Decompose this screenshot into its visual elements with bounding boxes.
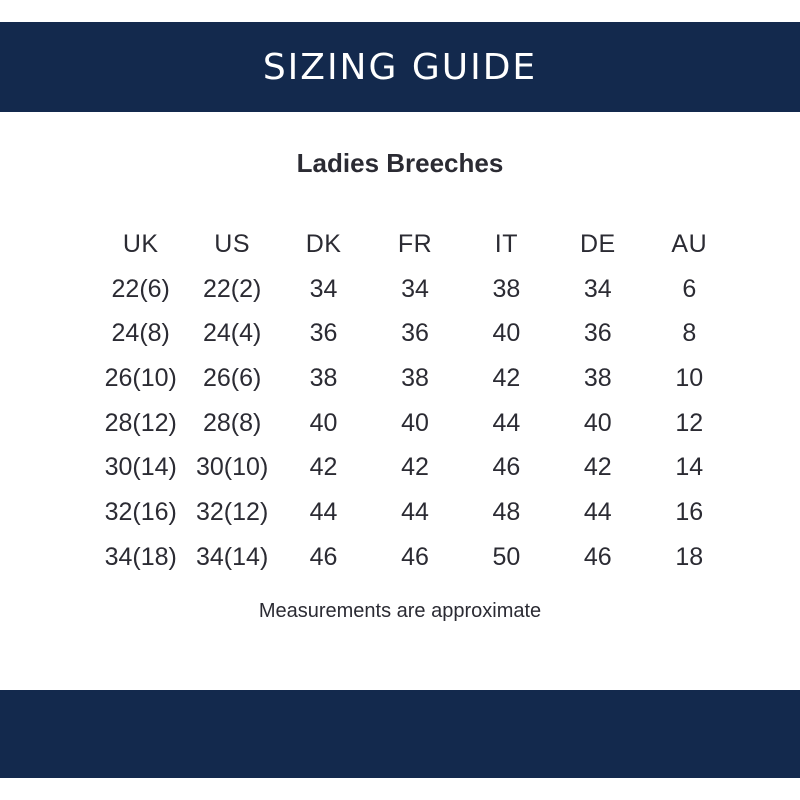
cell-uk: 22(6) (111, 274, 170, 303)
column-header-it: IT (494, 229, 518, 258)
cell-fr: 46 (401, 542, 429, 571)
cell-us: 24(4) (202, 319, 262, 348)
header-band (0, 22, 800, 112)
size-table (95, 222, 735, 580)
column-header-de: DE (579, 229, 616, 258)
cell-it: 38 (492, 274, 521, 303)
column-header-uk: UK (122, 229, 159, 258)
table-row (95, 267, 735, 312)
cell-uk: 26(10) (104, 363, 177, 392)
cell-it: 44 (492, 408, 521, 437)
cell-it: 40 (492, 319, 521, 348)
approximation-note: Measurements are approximate (258, 600, 542, 622)
cell-de: 38 (583, 363, 612, 392)
cell-au: 14 (675, 453, 704, 482)
cell-uk: 28(12) (104, 408, 177, 437)
cell-au: 12 (675, 408, 704, 437)
cell-au: 10 (675, 363, 704, 392)
cell-de: 46 (583, 542, 612, 571)
cell-au: 18 (675, 542, 704, 571)
cell-us: 30(10) (196, 453, 269, 482)
cell-dk: 40 (309, 408, 338, 437)
cell-de: 36 (583, 319, 612, 348)
footer-band (0, 690, 800, 778)
column-header-us: US (214, 229, 250, 258)
cell-au: 16 (675, 497, 704, 526)
cell-fr: 38 (401, 363, 429, 392)
cell-uk: 32(16) (104, 497, 177, 526)
table-row (95, 535, 735, 580)
table-subtitle: Ladies Breeches (296, 148, 504, 178)
page-title: SIZING GUIDE (262, 46, 538, 88)
cell-it: 50 (492, 542, 521, 571)
column-header-fr: FR (397, 229, 433, 258)
cell-dk: 46 (309, 542, 338, 571)
cell-dk: 38 (309, 363, 338, 392)
cell-fr: 34 (401, 274, 429, 303)
cell-us: 22(2) (202, 274, 262, 303)
cell-it: 48 (492, 497, 521, 526)
cell-de: 40 (583, 408, 612, 437)
cell-us: 34(14) (196, 542, 269, 571)
cell-de: 44 (583, 497, 612, 526)
cell-us: 26(6) (202, 363, 262, 392)
cell-dk: 42 (309, 453, 338, 482)
cell-de: 34 (583, 274, 612, 303)
cell-fr: 36 (401, 319, 429, 348)
header-row (95, 222, 735, 267)
cell-us: 28(8) (202, 408, 262, 437)
cell-fr: 40 (401, 408, 429, 437)
table-row (95, 490, 735, 535)
cell-au: 8 (682, 319, 697, 348)
cell-uk: 30(14) (104, 453, 177, 482)
cell-dk: 36 (309, 319, 338, 348)
table-row (95, 445, 735, 490)
cell-fr: 42 (401, 453, 429, 482)
cell-fr: 44 (401, 497, 429, 526)
cell-de: 42 (583, 453, 612, 482)
cell-us: 32(12) (196, 497, 269, 526)
cell-uk: 24(8) (111, 319, 170, 348)
table-row (95, 401, 735, 446)
cell-it: 42 (492, 363, 521, 392)
column-header-dk: DK (305, 229, 342, 258)
table-row (95, 311, 735, 356)
cell-dk: 44 (309, 497, 338, 526)
column-header-au: AU (671, 229, 708, 258)
cell-dk: 34 (309, 274, 338, 303)
table-row (95, 356, 735, 401)
cell-uk: 34(18) (104, 542, 177, 571)
cell-au: 6 (682, 274, 697, 303)
table-header (95, 222, 735, 267)
cell-it: 46 (492, 453, 521, 482)
table-body (95, 267, 735, 580)
